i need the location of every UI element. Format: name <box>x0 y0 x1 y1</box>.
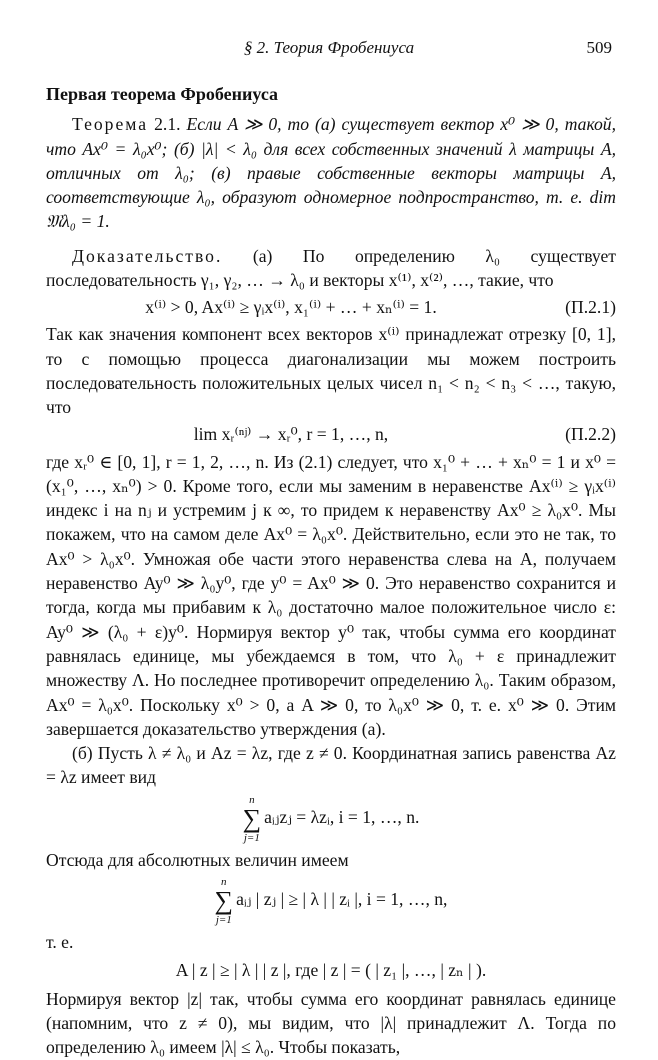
sum-sign-2: n ∑ j=1 <box>214 876 234 927</box>
equation-p21 <box>46 292 616 322</box>
proof-paragraph-6: т. е. <box>46 932 74 953</box>
theorem-paragraph <box>46 112 616 233</box>
equation-sum-2 <box>46 876 616 926</box>
page-body <box>46 82 616 1060</box>
proof-paragraph-4: (б) Пусть λ ≠ λ₀ и Az = λz, где z ≠ 0. Координатная запись равенства Az = λz имеет вид <box>46 743 616 788</box>
equation-sum-2-body: aᵢⱼ | zⱼ | ≥ | λ | | zᵢ |, i = 1, …, n, <box>236 889 448 910</box>
theorem-text: Если A ≫ 0, то (а) существует вектор x⁰ ≫ 0, такой, что Ax⁰ = λ₀x⁰; (б) |λ| < λ₀ для всех собственных значений λ матрицы A, отличных от λ₀; (в) правые собственные векторы матрицы A, соответствующие λ₀, образуют одномерное подпространство, т. е. dim 𝔐λ₀ = 1. <box>46 114 616 232</box>
proof-paragraph-1 <box>46 244 616 293</box>
theorem-number: 2.1. <box>154 114 181 135</box>
proof-label: Доказательство. <box>72 245 223 266</box>
proof-paragraph-5: Отсюда для абсолютных величин имеем <box>46 849 349 870</box>
equation-p22 <box>46 420 616 450</box>
running-title: § 2. Теория Фробениуса <box>243 38 415 57</box>
page-number: 509 <box>586 38 612 57</box>
equation-abs <box>46 958 616 982</box>
sum-sign-1: n ∑ j=1 <box>242 793 262 844</box>
equation-p22-label: (П.2.2) <box>565 424 616 445</box>
theorem-label: Теорема <box>72 114 149 135</box>
proof-paragraph-2: Так как значения компонент всех векторов x⁽ⁱ⁾ принадлежат отрезку [0, 1], то с помощью процесса диагонализации мы можем построить последовательность положительных целых чисел n₁ < n₂ < n₃ < …, такую, что <box>46 324 616 418</box>
equation-sum-1-body: aᵢⱼzⱼ = λzᵢ, i = 1, …, n. <box>264 806 420 827</box>
running-header <box>0 38 658 62</box>
section-heading: Первая теорема Фробениуса <box>46 84 279 104</box>
equation-p21-body: x⁽ⁱ⁾ > 0, Ax⁽ⁱ⁾ ≥ γᵢx⁽ⁱ⁾, x₁⁽ⁱ⁾ + … + xₙ⁽ⁱ⁾ = 1. <box>145 297 437 318</box>
equation-sum-1 <box>46 794 616 844</box>
proof-paragraph-3: где xᵣ⁰ ∈ [0, 1], r = 1, 2, …, n. Из (2.1) следует, что x₁⁰ + … + xₙ⁰ = 1 и x⁰ = (x₁⁰, …, xₙ⁰) > 0. Кроме того, если мы заменим в неравенстве Ax⁽ⁱ⁾ ≥ γᵢx⁽ⁱ⁾ индекс i на nⱼ и устремим j к ∞, то придем к неравенству Ax⁰ ≥ λ₀x⁰. Мы покажем, что на самом деле Ax⁰ = λ₀x⁰. Действительно, если это не так, то Ax⁰ > λ₀x⁰. Умножая обе части этого неравенства слева на A, получаем неравенство Ay⁰ ≫ λ₀y⁰, где y⁰ = Ax⁰ ≫ 0. Это неравенство сохранится и тогда, когда мы прибавим к λ₀ достаточно малое положительное число ε: Ay⁰ ≫ (λ₀ + ε)y⁰. Нормируя вектор y⁰ так, чтобы сумма его координат равнялась единице, мы убеждаемся в том, что λ₀ + ε принадлежит множеству Λ. Но последнее противоречит определению λ₀. Таким образом, Ax⁰ = λ₀x⁰. Поскольку x⁰ > 0, а A ≫ 0, то λ₀x⁰ ≫ 0, т. е. x⁰ ≫ 0. Этим завершается доказательство утверждения (а). <box>46 451 616 739</box>
equation-abs-body: A | z | ≥ | λ | | z |, где | z | = ( | z₁ |, …, | zₙ | ). <box>175 960 487 981</box>
proof-paragraph-7: Нормируя вектор |z| так, чтобы сумма его координат равнялась единице (напомним, что z ≠ 0), мы видим, что |λ| принадлежит Λ. Тогда по определению λ₀ имеем |λ| ≤ λ₀. Чтобы показать, <box>46 988 616 1058</box>
proof-text-1: (а) По определению λ₀ существует последовательность γ₁, γ₂, … → λ₀ и векторы x⁽¹⁾, x⁽²⁾, …, такие, что <box>46 245 616 291</box>
equation-p22-body: lim xᵣ⁽ⁿʲ⁾ → xᵣ⁰, r = 1, …, n, <box>193 424 389 445</box>
equation-p21-label: (П.2.1) <box>565 297 616 318</box>
